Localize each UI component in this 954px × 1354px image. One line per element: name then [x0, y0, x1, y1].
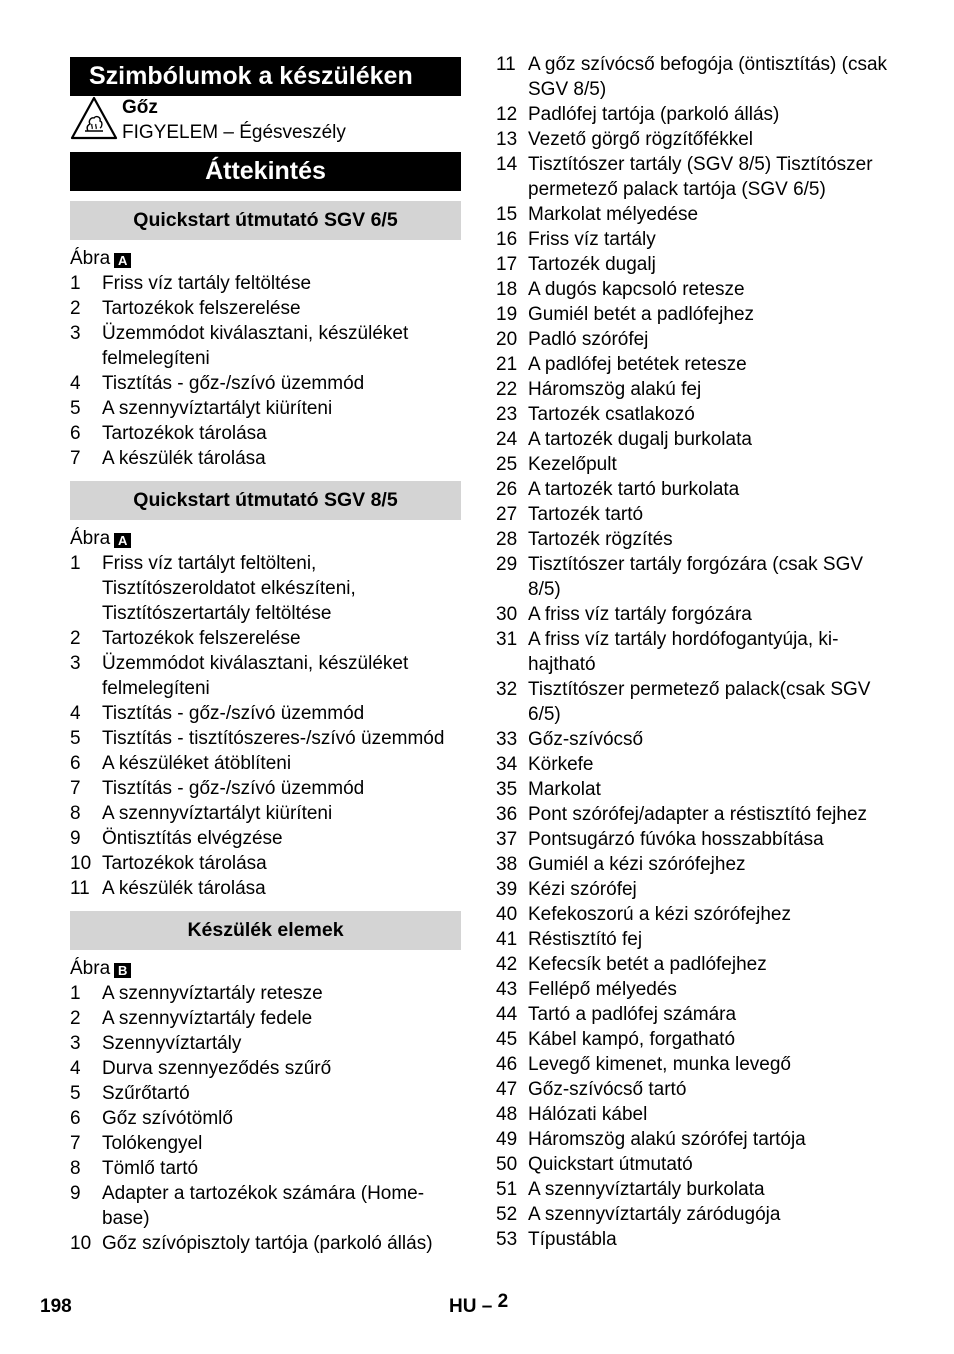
item-number: 9	[70, 828, 81, 849]
overview-heading: Áttekintés	[70, 152, 461, 191]
item-number: 15	[496, 204, 518, 225]
list-item	[496, 427, 896, 452]
list-item	[496, 252, 896, 277]
item-text: Tisztítószer permetező palack(csak SGV 6/5)	[528, 679, 871, 725]
item-number: 48	[496, 1104, 518, 1125]
item-text: A készülék tárolása	[102, 878, 266, 899]
item-text: Tartozék csatlakozó	[528, 404, 695, 425]
item-text: Tolókengyel	[102, 1133, 203, 1154]
item-number: 17	[496, 254, 518, 275]
item-text: Üzemmódot kiválasztani, készüléket felmelegíteni	[102, 323, 409, 369]
list-item	[70, 421, 461, 446]
figure-badge: A	[114, 253, 131, 268]
item-number: 38	[496, 854, 518, 875]
item-text: Szűrőtartó	[102, 1083, 190, 1104]
item-text: Tisztítás - gőz-/szívó üzemmód	[102, 778, 365, 799]
list-item	[496, 1227, 896, 1252]
item-number: 6	[70, 423, 81, 444]
list-item	[496, 752, 896, 777]
list-item	[496, 977, 896, 1002]
left-column	[70, 52, 461, 1256]
section-page-number: 2	[497, 1291, 509, 1312]
list-item	[496, 127, 896, 152]
item-text: Üzemmódot kiválasztani, készüléket felmelegíteni	[102, 653, 409, 699]
item-number: 6	[70, 1108, 81, 1129]
item-text: Tartozék rögzítés	[528, 529, 673, 550]
item-number: 13	[496, 129, 518, 150]
item-text: A friss víz tartály forgózára	[528, 604, 752, 625]
item-text: Adapter a tartozékok számára (Home-base)	[102, 1183, 425, 1229]
item-number: 49	[496, 1129, 518, 1150]
list-item	[70, 1231, 461, 1256]
item-text: A friss víz tartály hordófogantyúja, ki-hajtható	[528, 629, 839, 675]
item-number: 9	[70, 1183, 81, 1204]
item-text: A szennyvíztartályt kiüríteni	[102, 803, 333, 824]
item-text: A tartozék tartó burkolata	[528, 479, 740, 500]
item-text: Markolat	[528, 779, 601, 800]
list-item	[70, 1006, 461, 1031]
list-item	[70, 296, 461, 321]
item-number: 10	[70, 1233, 92, 1254]
list-item	[70, 1031, 461, 1056]
list-item	[70, 551, 461, 626]
item-number: 1	[70, 273, 81, 294]
item-number: 35	[496, 779, 518, 800]
item-text: Tartozékok felszerelése	[102, 628, 301, 649]
steam-warning	[70, 96, 461, 146]
item-text: Gumiél betét a padlófejhez	[528, 304, 755, 325]
list-item	[496, 502, 896, 527]
list-item	[496, 52, 896, 102]
list-item	[70, 1181, 461, 1231]
item-number: 14	[496, 154, 518, 175]
item-text: Szennyvíztartály	[102, 1033, 242, 1054]
list-item	[70, 371, 461, 396]
item-number: 25	[496, 454, 518, 475]
list-item	[496, 1027, 896, 1052]
item-text: A dugós kapcsoló retesze	[528, 279, 745, 300]
figure-badge: A	[114, 533, 131, 548]
item-number: 8	[70, 1158, 81, 1179]
list-item	[496, 1177, 896, 1202]
item-number: 36	[496, 804, 518, 825]
list-item	[70, 396, 461, 421]
item-text: Padlófej tartója (parkoló állás)	[528, 104, 780, 125]
item-number: 34	[496, 754, 518, 775]
item-text: Gőz-szívócső tartó	[528, 1079, 687, 1100]
item-text: Körkefe	[528, 754, 594, 775]
item-number: 42	[496, 954, 518, 975]
item-text: Gumiél a kézi szórófejhez	[528, 854, 746, 875]
item-text: Tartozékok tárolása	[102, 423, 267, 444]
warning-title: Gőz	[122, 97, 158, 118]
item-text: Réstisztító fej	[528, 929, 643, 950]
item-text: Háromszög alakú szórófej tartója	[528, 1129, 806, 1150]
item-text: Fellépő mélyedés	[528, 979, 677, 1000]
item-text: Tisztítás - gőz-/szívó üzemmód	[102, 373, 365, 394]
item-text: Pontsugárzó fúvóka hosszabbítása	[528, 829, 824, 850]
list-item	[496, 477, 896, 502]
item-text: Pont szórófej/adapter a réstisztító fejhez	[528, 804, 868, 825]
item-number: 45	[496, 1029, 518, 1050]
item-number: 11	[496, 54, 516, 75]
item-text: Tartozékok tárolása	[102, 853, 267, 874]
list-item	[70, 1056, 461, 1081]
item-text: Levegő kimenet, munka levegő	[528, 1054, 791, 1075]
item-text: Quickstart útmutató	[528, 1154, 693, 1175]
numbered-list	[70, 551, 461, 901]
item-number: 32	[496, 679, 518, 700]
item-text: A szennyvíztartályt kiüríteni	[102, 398, 333, 419]
item-number: 1	[70, 553, 81, 574]
list-item	[70, 1106, 461, 1131]
figure-reference	[70, 956, 461, 981]
item-number: 46	[496, 1054, 518, 1075]
list-item	[70, 776, 461, 801]
item-number: 37	[496, 829, 518, 850]
list-item	[496, 102, 896, 127]
list-item	[496, 802, 896, 827]
figure-label: Ábra	[70, 528, 111, 549]
hot-steam-warning-icon	[70, 96, 118, 140]
item-number: 44	[496, 1004, 518, 1025]
item-number: 10	[70, 853, 92, 874]
list-item	[496, 227, 896, 252]
item-number: 11	[70, 878, 90, 899]
item-number: 1	[70, 983, 81, 1004]
item-number: 31	[496, 629, 518, 650]
item-text: Háromszög alakú fej	[528, 379, 702, 400]
item-number: 51	[496, 1179, 518, 1200]
item-text: Vezető görgő rögzítőfékkel	[528, 129, 753, 150]
list-item	[496, 152, 896, 202]
item-text: Kézi szórófej	[528, 879, 637, 900]
numbered-list	[70, 271, 461, 471]
section-heading: Quickstart útmutató SGV 6/5	[70, 201, 461, 240]
item-number: 7	[70, 1133, 81, 1154]
item-number: 3	[70, 1033, 81, 1054]
item-text: Tisztítás - gőz-/szívó üzemmód	[102, 703, 365, 724]
list-item	[496, 1002, 896, 1027]
list-item	[70, 981, 461, 1006]
list-item	[496, 1052, 896, 1077]
list-item	[496, 902, 896, 927]
item-text: Gőz szívótömlő	[102, 1108, 233, 1129]
figure-label: Ábra	[70, 248, 111, 269]
item-text: Tisztítás - tisztítószeres-/szívó üzemmód	[102, 728, 445, 749]
list-item	[496, 852, 896, 877]
page-number: 198	[40, 1296, 72, 1317]
item-number: 40	[496, 904, 518, 925]
item-number: 39	[496, 879, 518, 900]
item-text: Kezelőpult	[528, 454, 617, 475]
list-item	[70, 701, 461, 726]
list-item	[496, 1077, 896, 1102]
item-text: Kábel kampó, forgatható	[528, 1029, 736, 1050]
item-number: 22	[496, 379, 518, 400]
item-number: 12	[496, 104, 518, 125]
item-number: 21	[496, 354, 518, 375]
item-text: Durva szennyeződés szűrő	[102, 1058, 332, 1079]
figure-reference	[70, 526, 461, 551]
warning-text	[122, 95, 346, 145]
list-item	[496, 827, 896, 852]
numbered-list	[496, 52, 896, 1252]
item-text: Gőz szívópisztoly tartója (parkoló állás)	[102, 1233, 433, 1254]
item-number: 7	[70, 778, 81, 799]
item-number: 2	[70, 628, 81, 649]
item-text: Markolat mélyedése	[528, 204, 699, 225]
list-item	[496, 402, 896, 427]
item-number: 43	[496, 979, 518, 1000]
item-number: 4	[70, 373, 81, 394]
item-number: 3	[70, 653, 81, 674]
item-number: 3	[70, 323, 81, 344]
item-text: A szennyvíztartály burkolata	[528, 1179, 765, 1200]
list-item	[496, 1127, 896, 1152]
footer-dash: –	[481, 1296, 493, 1317]
list-item	[496, 277, 896, 302]
item-number: 30	[496, 604, 518, 625]
list-item	[70, 446, 461, 471]
item-text: Kefecsík betét a padlófejhez	[528, 954, 767, 975]
item-number: 5	[70, 728, 81, 749]
item-text: Tisztítószer tartály forgózára (csak SGV 8/5)	[528, 554, 864, 600]
list-item	[70, 1131, 461, 1156]
item-number: 20	[496, 329, 518, 350]
item-number: 28	[496, 529, 518, 550]
list-item	[496, 1152, 896, 1177]
section-heading: Quickstart útmutató SGV 8/5	[70, 481, 461, 520]
item-number: 47	[496, 1079, 518, 1100]
item-text: Friss víz tartályt feltölteni, Tisztítószeroldatot elkészíteni, Tisztítószertartály feltöltése	[102, 553, 356, 624]
figure-reference	[70, 246, 461, 271]
item-number: 26	[496, 479, 518, 500]
numbered-list	[70, 981, 461, 1256]
item-text: Friss víz tartály	[528, 229, 656, 250]
warning-description: FIGYELEM – Égésveszély	[122, 122, 346, 143]
item-text: A szennyvíztartály záródugója	[528, 1204, 781, 1225]
symbols-heading: Szimbólumok a készüléken	[70, 57, 461, 96]
list-item	[496, 452, 896, 477]
list-item	[70, 826, 461, 851]
item-text: A padlófej betétek retesze	[528, 354, 747, 375]
item-text: Tartozék dugalj	[528, 254, 656, 275]
item-number: 7	[70, 448, 81, 469]
item-text: A tartozék dugalj burkolata	[528, 429, 752, 450]
item-text: Padló szórófej	[528, 329, 649, 350]
list-item	[70, 751, 461, 776]
list-item	[70, 851, 461, 876]
item-number: 2	[70, 1008, 81, 1029]
item-text: Típustábla	[528, 1229, 617, 1250]
item-number: 29	[496, 554, 518, 575]
item-text: A gőz szívócső befogója (öntisztítás) (csak SGV 8/5)	[528, 54, 888, 100]
list-item	[70, 1081, 461, 1106]
list-item	[496, 377, 896, 402]
item-text: A készülék tárolása	[102, 448, 266, 469]
item-number: 5	[70, 1083, 81, 1104]
list-item	[496, 927, 896, 952]
list-item	[496, 952, 896, 977]
item-number: 52	[496, 1204, 518, 1225]
item-number: 41	[496, 929, 518, 950]
item-number: 19	[496, 304, 518, 325]
list-item	[496, 877, 896, 902]
list-item	[70, 626, 461, 651]
item-number: 33	[496, 729, 518, 750]
item-text: Tisztítószer tartály (SGV 8/5) Tisztítószer permetező palack tartója (SGV 6/5)	[528, 154, 873, 200]
right-column	[496, 52, 896, 1252]
item-text: Gőz-szívócső	[528, 729, 644, 750]
item-text: A szennyvíztartály retesze	[102, 983, 323, 1004]
list-item	[70, 1156, 461, 1181]
item-number: 5	[70, 398, 81, 419]
item-text: Tömlő tartó	[102, 1158, 199, 1179]
item-number: 27	[496, 504, 518, 525]
item-text: Kefekoszorú a kézi szórófejhez	[528, 904, 791, 925]
list-item	[496, 677, 896, 727]
list-item	[496, 1102, 896, 1127]
item-text: Tartó a padlófej számára	[528, 1004, 737, 1025]
item-number: 6	[70, 753, 81, 774]
language-page-marker	[449, 1291, 509, 1318]
list-item	[496, 202, 896, 227]
item-text: Hálózati kábel	[528, 1104, 648, 1125]
list-item	[496, 727, 896, 752]
item-text: Öntisztítás elvégzése	[102, 828, 283, 849]
item-number: 18	[496, 279, 518, 300]
list-item	[496, 1202, 896, 1227]
item-number: 8	[70, 803, 81, 824]
section-heading: Készülék elemek	[70, 911, 461, 950]
item-number: 4	[70, 703, 81, 724]
item-number: 2	[70, 298, 81, 319]
list-item	[70, 726, 461, 751]
item-text: A szennyvíztartály fedele	[102, 1008, 313, 1029]
item-text: A készüléket átöblíteni	[102, 753, 292, 774]
list-item	[496, 602, 896, 627]
list-item	[496, 552, 896, 602]
item-number: 23	[496, 404, 518, 425]
list-item	[496, 302, 896, 327]
list-item	[496, 527, 896, 552]
item-text: Tartozékok felszerelése	[102, 298, 301, 319]
list-item	[496, 327, 896, 352]
list-item	[496, 627, 896, 677]
list-item	[496, 777, 896, 802]
item-number: 16	[496, 229, 518, 250]
language-code: HU	[449, 1296, 477, 1317]
item-number: 4	[70, 1058, 81, 1079]
list-item	[70, 876, 461, 901]
list-item	[70, 801, 461, 826]
figure-label: Ábra	[70, 958, 111, 979]
list-item	[70, 651, 461, 701]
item-number: 53	[496, 1229, 518, 1250]
list-item	[70, 271, 461, 296]
figure-badge: B	[114, 963, 131, 978]
item-number: 50	[496, 1154, 518, 1175]
list-item	[70, 321, 461, 371]
item-text: Friss víz tartály feltöltése	[102, 273, 312, 294]
item-number: 24	[496, 429, 518, 450]
list-item	[496, 352, 896, 377]
item-text: Tartozék tartó	[528, 504, 644, 525]
